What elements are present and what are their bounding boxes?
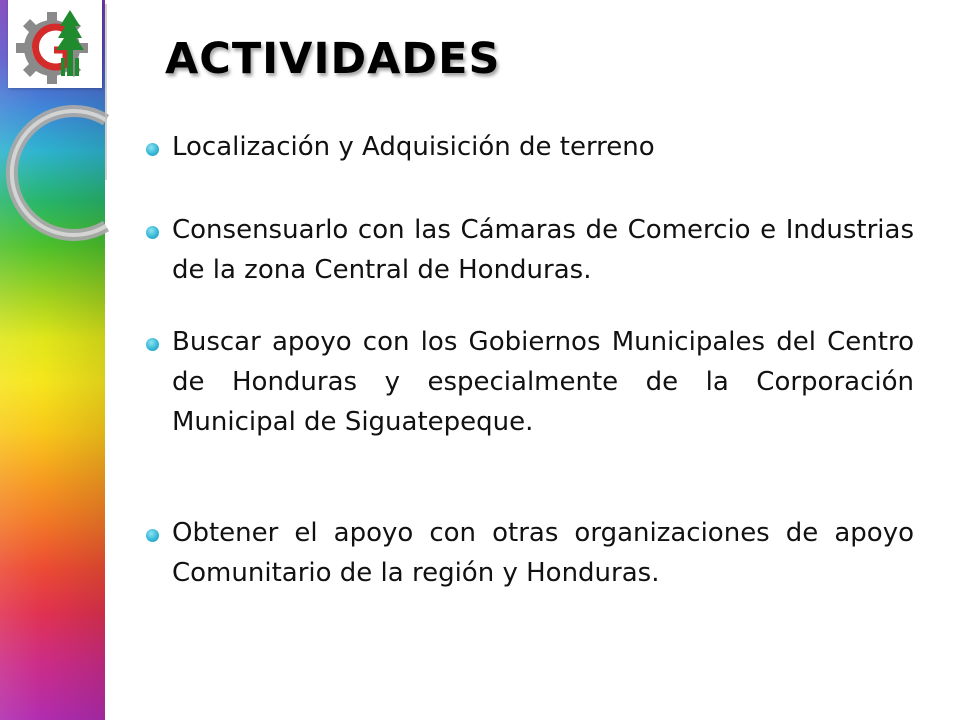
- bullet-dot-icon: [146, 143, 159, 156]
- bullet-text: Buscar apoyo con los Gobiernos Municipales del Centro de Honduras y especialmente de la Corporación Municipal de Siguatepeque.: [172, 327, 914, 437]
- list-item: [146, 210, 914, 290]
- list-item: [146, 127, 914, 167]
- bullet-text: Consensuarlo con las Cámaras de Comercio e Industrias de la zona Central de Honduras.: [172, 215, 914, 285]
- bullet-dot-icon: [146, 529, 159, 542]
- bullet-dot-icon: [146, 226, 159, 239]
- list-item: [146, 322, 914, 442]
- bullet-dot-icon: [146, 338, 159, 351]
- bullet-text: Localización y Adquisición de terreno: [172, 132, 655, 162]
- slide-title: ACTIVIDADES: [165, 34, 501, 84]
- list-item: [146, 513, 914, 593]
- institution-gear-tree-logo-icon: [8, 0, 102, 88]
- institution-logo: [8, 0, 102, 88]
- bullet-text: Obtener el apoyo con otras organizaciones de apoyo Comunitario de la región y Honduras.: [172, 518, 914, 588]
